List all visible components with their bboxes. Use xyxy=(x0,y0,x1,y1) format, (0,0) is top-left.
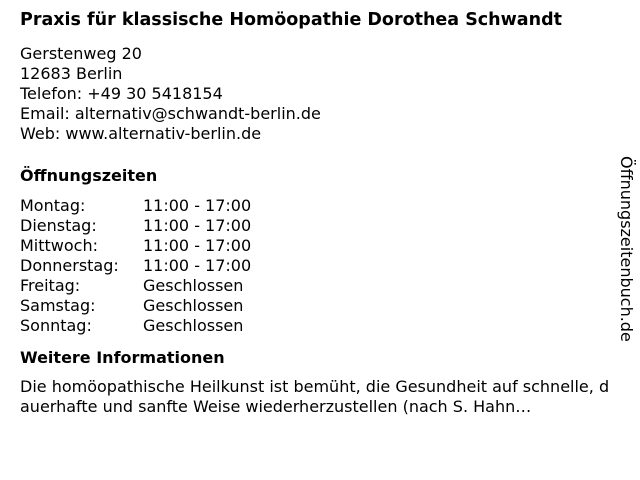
phone-number: Telefon: +49 30 5418154 xyxy=(20,84,223,103)
hours-time: Geschlossen xyxy=(143,296,244,315)
site-watermark xyxy=(613,134,639,364)
hours-time: 11:00 - 17:00 xyxy=(143,216,252,235)
hours-time: Geschlossen xyxy=(143,316,244,335)
hours-day: Donnerstag: xyxy=(20,256,119,275)
business-name: Praxis für klassische Homöopathie Dorothea Schwandt xyxy=(20,10,562,30)
opening-hours-heading: Öffnungszeiten xyxy=(20,166,158,185)
hours-day: Mittwoch: xyxy=(20,236,98,255)
hours-time: Geschlossen xyxy=(143,276,244,295)
hours-day: Samstag: xyxy=(20,296,96,315)
hours-row-wednesday xyxy=(20,236,618,256)
address-block xyxy=(20,44,618,144)
email-address: Email: alternativ@schwandt-berlin.de xyxy=(20,104,321,123)
hours-row-sunday xyxy=(20,316,618,336)
hours-time: 11:00 - 17:00 xyxy=(143,196,252,215)
hours-row-tuesday xyxy=(20,216,618,236)
postal-city: 12683 Berlin xyxy=(20,64,123,83)
further-info-heading: Weitere Informationen xyxy=(20,348,225,367)
further-info-text: Die homöopathische Heilkunst ist bemüht, die Gesundheit auf schnelle, dauerhafte und sanfte Weise wiederherzustellen (nach S. Hahn… xyxy=(20,377,610,416)
hours-time: 11:00 - 17:00 xyxy=(143,256,252,275)
hours-day: Sonntag: xyxy=(20,316,92,335)
hours-day: Montag: xyxy=(20,196,86,215)
hours-row-thursday xyxy=(20,256,618,276)
watermark-text: Öffnungszeitenbuch.de xyxy=(617,156,636,342)
opening-hours-table xyxy=(20,196,618,336)
hours-day: Freitag: xyxy=(20,276,81,295)
business-card xyxy=(20,10,618,417)
hours-time: 11:00 - 17:00 xyxy=(143,236,252,255)
hours-row-saturday xyxy=(20,296,618,316)
website-address: Web: www.alternativ-berlin.de xyxy=(20,124,262,143)
hours-row-monday xyxy=(20,196,618,216)
street-address: Gerstenweg 20 xyxy=(20,44,142,63)
hours-row-friday xyxy=(20,276,618,296)
hours-day: Dienstag: xyxy=(20,216,97,235)
